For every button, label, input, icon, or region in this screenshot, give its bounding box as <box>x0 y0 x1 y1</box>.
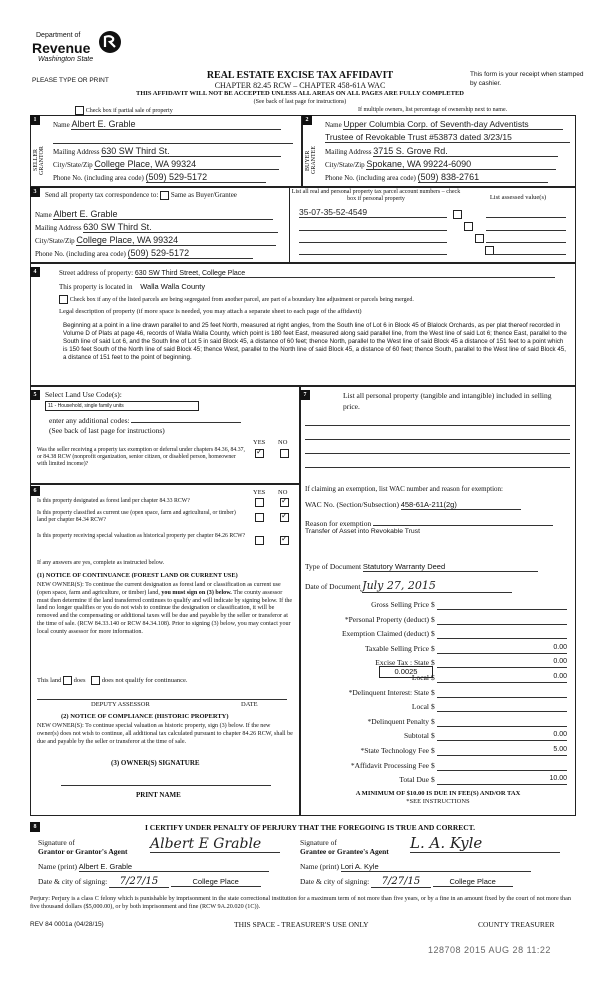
grantee-sig-label-2: Grantee or Grantee's Agent <box>300 847 389 856</box>
section-2-number: 2 <box>302 115 312 125</box>
buyer-phone[interactable]: (509) 838-2761 <box>418 172 548 183</box>
fee-row-currency: $ <box>431 746 435 755</box>
section8 <box>30 818 574 888</box>
county-treasurer: COUNTY TREASURER <box>478 920 555 929</box>
continuance-text <box>37 582 293 637</box>
rev-number: REV 84 0001a (04/28/15) <box>30 921 104 928</box>
grantor-date-row <box>38 876 308 888</box>
logo-dept: Department of <box>36 32 81 39</box>
section-8-number: 8 <box>30 822 40 832</box>
grantee-name-label: Name (print) <box>300 862 339 871</box>
doc-type-label: Type of Document <box>305 562 362 571</box>
fee-row-value[interactable]: 5.00 <box>437 746 567 756</box>
dor-emblem-icon <box>98 30 122 54</box>
fee-row-label: Excise Tax : State <box>375 658 429 668</box>
parcel-divider <box>289 188 290 262</box>
form-chapter: CHAPTER 82.45 RCW – CHAPTER 458-61A WAC <box>214 81 386 90</box>
parcel-number-1[interactable]: 35-07-35-52-4549 <box>299 207 447 218</box>
form-warning: THIS AFFIDAVIT WILL NOT BE ACCEPTED UNLESS ALL AREAS ON ALL PAGES ARE FULLY COMPLETED <box>136 90 464 97</box>
qualify-label: qualify for continuance. <box>125 676 188 684</box>
s6-yes-header: YES <box>253 489 266 496</box>
fee-row-currency: $ <box>431 643 435 653</box>
parcel-heading: List all real and personal property tax parcel account numbers – check box if personal property <box>291 189 461 202</box>
section6 <box>30 484 300 816</box>
does-checkbox[interactable] <box>63 676 72 685</box>
current-use-yes-checkbox[interactable] <box>255 513 264 522</box>
parcel-2-checkbox[interactable] <box>464 222 473 231</box>
assessed-4[interactable] <box>486 254 566 255</box>
correspondence-heading-row <box>45 191 237 200</box>
additional-codes-input[interactable] <box>131 414 241 423</box>
buyer-side-label: BUYER GRANTEE <box>305 146 317 175</box>
seller-name[interactable]: Albert E. Grable <box>71 119 281 130</box>
seller-name-line2[interactable] <box>53 142 293 144</box>
fee-row-value[interactable] <box>437 600 567 610</box>
section-1-number: 1 <box>30 115 40 125</box>
current-use-no-checkbox[interactable] <box>280 513 289 522</box>
reason-line[interactable] <box>373 517 553 526</box>
minimum-note: A MINIMUM OF $10.00 IS DUE IN FEE(S) AND/OR TAX <box>355 790 521 797</box>
fee-row-label: *State Technology Fee <box>360 746 429 755</box>
logo-state: Washington State <box>38 56 94 63</box>
forest-yes-checkbox[interactable] <box>255 498 264 507</box>
correspondence-heading: Send all property tax correspondence to: <box>45 191 159 200</box>
grantor-sig-label-2: Grantor or Grantor's Agent <box>38 847 128 856</box>
personal-property-line1[interactable] <box>305 425 570 426</box>
buyer-city-label: City/State/Zip <box>325 161 365 169</box>
fee-row-currency: $ <box>431 658 435 668</box>
does-not-checkbox[interactable] <box>91 676 100 685</box>
deputy-signature-line[interactable] <box>37 699 287 700</box>
fee-row-label: *Personal Property (deduct) <box>344 614 429 624</box>
seller-phone[interactable]: (509) 529-5172 <box>146 172 266 183</box>
additional-codes-label: enter any additional codes: <box>49 416 130 425</box>
grantor-city[interactable]: College Place <box>171 877 261 887</box>
assessed-heading: List assessed value(s) <box>489 194 547 201</box>
partial-sale-label: Check box if partial sale of property <box>85 108 173 115</box>
segregated-row <box>59 295 569 304</box>
segregated-checkbox[interactable] <box>59 295 68 304</box>
parcel-3-checkbox[interactable] <box>475 234 484 243</box>
print-name-label: PRINT NAME <box>136 791 181 799</box>
logo-revenue: Revenue <box>32 40 91 56</box>
buyer-mailing[interactable]: 3715 S. Grove Rd. <box>373 146 558 157</box>
fee-row-currency: $ <box>431 673 435 682</box>
recording-stamp: 128708 2015 AUG 28 11:22 <box>428 945 551 955</box>
seller-side-label: SELLER GRANTOR <box>33 146 45 175</box>
corr-phone-row <box>35 248 285 259</box>
fee-row-value[interactable] <box>437 615 567 625</box>
grantee-name[interactable]: Lori A. Kyle <box>341 862 531 872</box>
assessed-1[interactable] <box>486 217 566 218</box>
doc-type[interactable]: Statutory Warranty Deed <box>363 562 538 572</box>
fee-row-label: Gross Selling Price <box>371 600 429 609</box>
grantee-name-row <box>300 862 570 872</box>
form-title: REAL ESTATE EXCISE TAX AFFIDAVIT <box>206 70 394 81</box>
s6-no-header: NO <box>278 489 288 496</box>
fee-row-label: Local <box>411 702 429 712</box>
section7 <box>300 386 576 816</box>
doc-date-row <box>305 579 570 593</box>
seller-city-label: City/State/Zip <box>53 161 93 169</box>
personal-property-label: List all personal property (tangible and intangible) included in selling price. <box>343 391 552 411</box>
wac-label: WAC No. (Section/Subsection) <box>305 500 399 509</box>
fee-row-label: *Affidavit Processing Fee <box>350 760 429 770</box>
forest-question: Is this property designated as forest land per chapter 84.33 RCW? <box>37 498 190 504</box>
doc-type-row <box>305 562 570 572</box>
wac-number[interactable]: 458-61A-211(2g) <box>401 500 521 510</box>
section-6-number: 6 <box>30 486 40 496</box>
doc-date[interactable]: July 27, 2015 <box>362 579 512 593</box>
corr-city-row <box>35 235 285 246</box>
historic-yes-checkbox[interactable] <box>255 536 264 545</box>
see-instructions: *SEE INSTRUCTIONS <box>406 798 470 805</box>
grantor-sig-label-1: Signature of <box>38 838 75 847</box>
seller-phone-row <box>53 172 293 183</box>
corr-name-label: Name <box>35 211 52 219</box>
grantee-signature[interactable]: L. A. Kyle <box>410 834 560 853</box>
seller-mailing-row <box>53 146 293 157</box>
if-yes-note: If any answers are yes, complete as instructed below. <box>37 560 165 566</box>
wac-heading: If claiming an exemption, list WAC number and reason for exemption: <box>305 485 503 493</box>
additional-codes-row <box>49 414 241 425</box>
grantor-signature[interactable]: Albert E Grable <box>150 836 280 853</box>
grantee-date-label: Date & city of signing: <box>300 877 370 886</box>
continuance-text-c: The county assessor must then determine if the land transferred continues to qualify and will indicate by signing below. If the land no longer qualifies or you do not wish to continue the designation or classification, it will be removed and the compensating or additional taxes will be due and payable by the seller or transferor at the time of sale. (RCW 84.33.140 or RCW 84.34.108). Prior to signing (3) below, you may contact your local county assessor for more information. <box>37 589 293 635</box>
street-label: Street address of property: <box>59 269 134 277</box>
form-see-back: (See back of last page for instructions) <box>253 99 347 105</box>
corr-name[interactable]: Albert E. Grable <box>53 209 273 220</box>
correspondence-section <box>30 187 576 263</box>
seller-mailing-label: Mailing Address <box>53 148 100 156</box>
buyer-mailing-row <box>325 146 570 157</box>
multiple-owners-note: If multiple owners, list percentage of ownership next to name. <box>358 107 508 113</box>
buyer-section <box>302 115 576 187</box>
personal-property-line3[interactable] <box>305 453 570 454</box>
grantor-name-row <box>38 862 298 872</box>
land-use-select[interactable]: 11 - Household, single family units <box>45 401 199 411</box>
certify-statement: I CERTIFY UNDER PENALTY OF PERJURY THAT THE FOREGOING IS TRUE AND CORRECT. <box>144 823 475 832</box>
located-label: This property is located in <box>59 283 133 291</box>
corr-mailing-label: Mailing Address <box>35 224 82 232</box>
section-3-number: 3 <box>30 187 40 197</box>
buyer-mailing-label: Mailing Address <box>325 148 372 156</box>
corr-city-label: City/State/Zip <box>35 237 75 245</box>
reason-text[interactable]: Transfer of Asset into Revokable Trust <box>305 528 420 535</box>
legal-label: Legal description of property (if more space is needed, you may attach a separate sheet to each page of the affidavit) <box>59 308 362 315</box>
dor-logo <box>20 30 130 70</box>
buyer-name-line1[interactable]: Upper Columbia Corp. of Seventh-day Adventists <box>343 119 563 130</box>
property-section <box>30 263 576 386</box>
land-use-select-label: Select Land Use Code(s): <box>45 390 122 399</box>
parcel-number-3[interactable] <box>299 242 447 243</box>
seller-name-row <box>53 119 293 130</box>
legal-description: Beginning at a point in a line drawn parallel to and 25 feet North, measured at right angles, from the South line of Lot 6 in Block 45 of Blalock Orchards, as per plat thereof recorded in Volume D of Plats at page 46, records of Walla Walla County, which point is 180 feet East, measured along said parallel line, from the West line of said Lot 6; thence East, parallel to the South line of said Lot 6, and the South line of Lot 5 in said Block 45, a distance of 60 feet; thence North, parallel to the West line of said Block 45 a distance of 151 feet to a point which is 150 feet South of the North line of said Block 45; thence West, parallel to the North line of said Block 45, a distance of 60 feet; thence South, parallel to the West line of said Block 45, a distance of 151 feet to the point of beginning. <box>63 322 567 361</box>
buyer-city-row <box>325 159 570 170</box>
fee-row-label: Exemption Claimed (deduct) <box>341 629 429 639</box>
continuance-text-b: you must sign on (3) below. <box>161 589 232 596</box>
grantee-sig-label-1: Signature of <box>300 838 337 847</box>
historic-no-checkbox[interactable] <box>280 536 289 545</box>
grantee-city[interactable]: College Place <box>433 877 513 887</box>
corr-name-row <box>35 209 285 220</box>
corr-phone[interactable]: (509) 529-5172 <box>128 248 253 259</box>
current-use-question: Is this property classified as current use (open space, farm and agricultural, or timber) land per chapter 84.34 RCW? <box>37 510 236 523</box>
land-use-yes-header: YES <box>253 439 266 446</box>
does-label: does <box>73 676 86 684</box>
owner-signature-title: (3) OWNER(S) SIGNATURE <box>111 759 200 767</box>
grantor-sig-label <box>38 838 128 856</box>
fee-row-value[interactable]: 0.00 <box>437 644 567 654</box>
street-row <box>59 269 559 278</box>
county[interactable]: Walla Walla County <box>140 282 206 291</box>
exemption-no-checkbox[interactable] <box>280 449 289 458</box>
corr-city[interactable]: College Place, WA 99324 <box>76 235 276 246</box>
wac-row <box>305 500 570 510</box>
fee-row-currency: $ <box>431 687 435 697</box>
parcel-number-2[interactable] <box>299 230 447 231</box>
grantor-date[interactable]: 7/27/15 <box>109 876 169 888</box>
grantee-date-row <box>300 876 574 888</box>
please-type: PLEASE TYPE OR PRINT <box>32 77 109 84</box>
corr-mailing[interactable]: 630 SW Third St. <box>83 222 278 233</box>
personal-property-line2[interactable] <box>305 439 570 440</box>
fee-row-label: Local <box>411 673 429 682</box>
reason-row <box>305 517 570 528</box>
street-address[interactable]: 630 SW Third Street, College Place <box>135 270 555 278</box>
fee-row-currency: $ <box>431 775 435 785</box>
fee-row-label: *Delinquent Penalty <box>367 716 429 726</box>
continuance-text-a: NEW OWNER(S): To continue the current designation as forest land or classification as current use (open space, farm and agriculture, or timber) land, <box>37 582 281 596</box>
corr-phone-label: Phone No. (including area code) <box>35 250 126 258</box>
fee-row-currency: $ <box>431 600 435 609</box>
section-4-number: 4 <box>30 267 40 277</box>
reason-label: Reason for exemption <box>305 519 372 528</box>
fee-row-label: *Delinquent Interest: State <box>348 687 429 697</box>
deputy-label: DEPUTY ASSESSOR <box>91 701 150 708</box>
fee-row-value[interactable] <box>437 688 567 698</box>
local-rate-box[interactable]: 0.0025 <box>379 666 433 678</box>
does-not-label: does not <box>101 676 124 684</box>
owner-signature-line[interactable] <box>61 785 271 786</box>
fee-row-currency: $ <box>431 716 435 726</box>
buyer-city[interactable]: Spokane, WA 99224-6090 <box>366 159 556 170</box>
exemption-yes-checkbox[interactable] <box>255 449 264 458</box>
fee-row-value[interactable]: 0.00 <box>437 731 567 741</box>
parcel-number-4[interactable] <box>299 254 447 255</box>
section-7-number: 7 <box>300 390 310 400</box>
partial-sale-checkbox[interactable] <box>75 106 84 115</box>
buyer-name-line2[interactable]: Trustee of Revokable Trust #53873 dated 3/23/15 <box>325 132 570 143</box>
doc-date-label: Date of Document <box>305 582 361 591</box>
assessed-3[interactable] <box>486 242 566 243</box>
same-as-buyer-label: Same as Buyer/Grantee <box>170 191 237 200</box>
assessed-2[interactable] <box>486 230 566 231</box>
perjury-note: Perjury: Perjury is a class C felony which is punishable by imprisonment in the state correctional institution for a maximum term of not more than five years, or by a fine in an amount fixed by the court of not more than five thousand dollars ($5,000.00), or by both imprisonment and fine (RCW 9A.20.020 (1C)). <box>30 895 571 910</box>
grantor-name-label: Name (print) <box>38 862 77 871</box>
land-use-see-back: (See back of last page for instructions) <box>49 426 165 435</box>
grantor-name[interactable]: Albert E. Grable <box>79 862 269 872</box>
this-land-label: This land <box>37 676 62 684</box>
land-use-no-header: NO <box>278 439 288 446</box>
fee-row-value[interactable] <box>437 702 567 712</box>
located-row <box>59 282 359 291</box>
fee-row-currency: $ <box>431 760 435 770</box>
historic-text: NEW OWNER(S): To continue special valuation as historic property, sign (3) below. If the new owner(s) does not wish to continue, all additional tax calculated pursuant to chapter 84.26 RCW, shall be due and payable by the seller or transferor at the time of sale. <box>37 723 293 745</box>
qualify-row <box>37 676 188 685</box>
fee-row-label: Total Due <box>399 775 429 785</box>
partial-sale-row <box>75 106 173 115</box>
forest-no-checkbox[interactable] <box>280 498 289 507</box>
fee-row-currency: $ <box>431 702 435 712</box>
fee-row-value[interactable]: 0.00 <box>437 673 567 683</box>
buyer-name-row <box>325 119 570 130</box>
grantee-date[interactable]: 7/27/15 <box>371 876 431 888</box>
segregated-label: Check box if any of the listed parcels are being segregated from another parcel, are part of a boundary line adjustment or parcels being merged. <box>69 297 414 304</box>
fee-row-currency: $ <box>431 614 435 624</box>
fee-row-value[interactable] <box>437 629 567 639</box>
historic-question: Is this property receiving special valuation as historical property per chapter 84.26 RCW? <box>37 533 246 539</box>
parcel-1-checkbox[interactable] <box>453 210 462 219</box>
buyer-phone-label: Phone No. (including area code) <box>325 174 416 182</box>
fee-row-label: Subtotal <box>403 731 429 741</box>
exemption-question: Was the seller receiving a property tax exemption or deferral under chapters 84.36, 84.37, or 84.38 RCW (nonprofit organization, senior citizen, or disabled person, homeowner with limited income)? <box>37 447 245 467</box>
seller-name-label: Name <box>53 121 70 129</box>
grantor-date-label: Date & city of signing: <box>38 877 108 886</box>
personal-property-line4[interactable] <box>305 467 570 468</box>
seller-section <box>30 115 302 187</box>
fee-row-value[interactable] <box>437 717 567 727</box>
seller-phone-label: Phone No. (including area code) <box>53 174 144 182</box>
same-as-buyer-checkbox[interactable] <box>160 191 169 200</box>
seller-city-row <box>53 159 293 170</box>
fee-row-currency: $ <box>431 731 435 741</box>
continuance-title: (1) NOTICE OF CONTINUANCE (FOREST LAND OR CURRENT USE) <box>37 572 238 579</box>
fee-row-value[interactable]: 0.00 <box>437 658 567 668</box>
receipt-note: This form is your receipt when stamped by cashier. <box>470 71 584 87</box>
section-5-number: 5 <box>30 390 40 400</box>
deputy-date-label: DATE <box>241 701 258 708</box>
historic-title: (2) NOTICE OF COMPLIANCE (HISTORIC PROPERTY) <box>61 713 229 720</box>
treasurer-note: THIS SPACE - TREASURER'S USE ONLY <box>234 920 369 929</box>
buyer-phone-row <box>325 172 570 183</box>
fee-row-label: Taxable Selling Price <box>364 643 429 653</box>
fee-row-value[interactable] <box>437 761 567 771</box>
seller-city[interactable]: College Place, WA 99324 <box>94 159 279 170</box>
seller-mailing[interactable]: 630 SW Third St. <box>101 146 281 157</box>
fee-row-value[interactable]: 10.00 <box>437 775 567 785</box>
corr-mailing-row <box>35 222 285 233</box>
fee-row-currency: $ <box>431 629 435 639</box>
buyer-name-label: Name <box>325 121 342 129</box>
grantee-sig-label <box>300 838 389 856</box>
land-use-section <box>30 386 300 484</box>
